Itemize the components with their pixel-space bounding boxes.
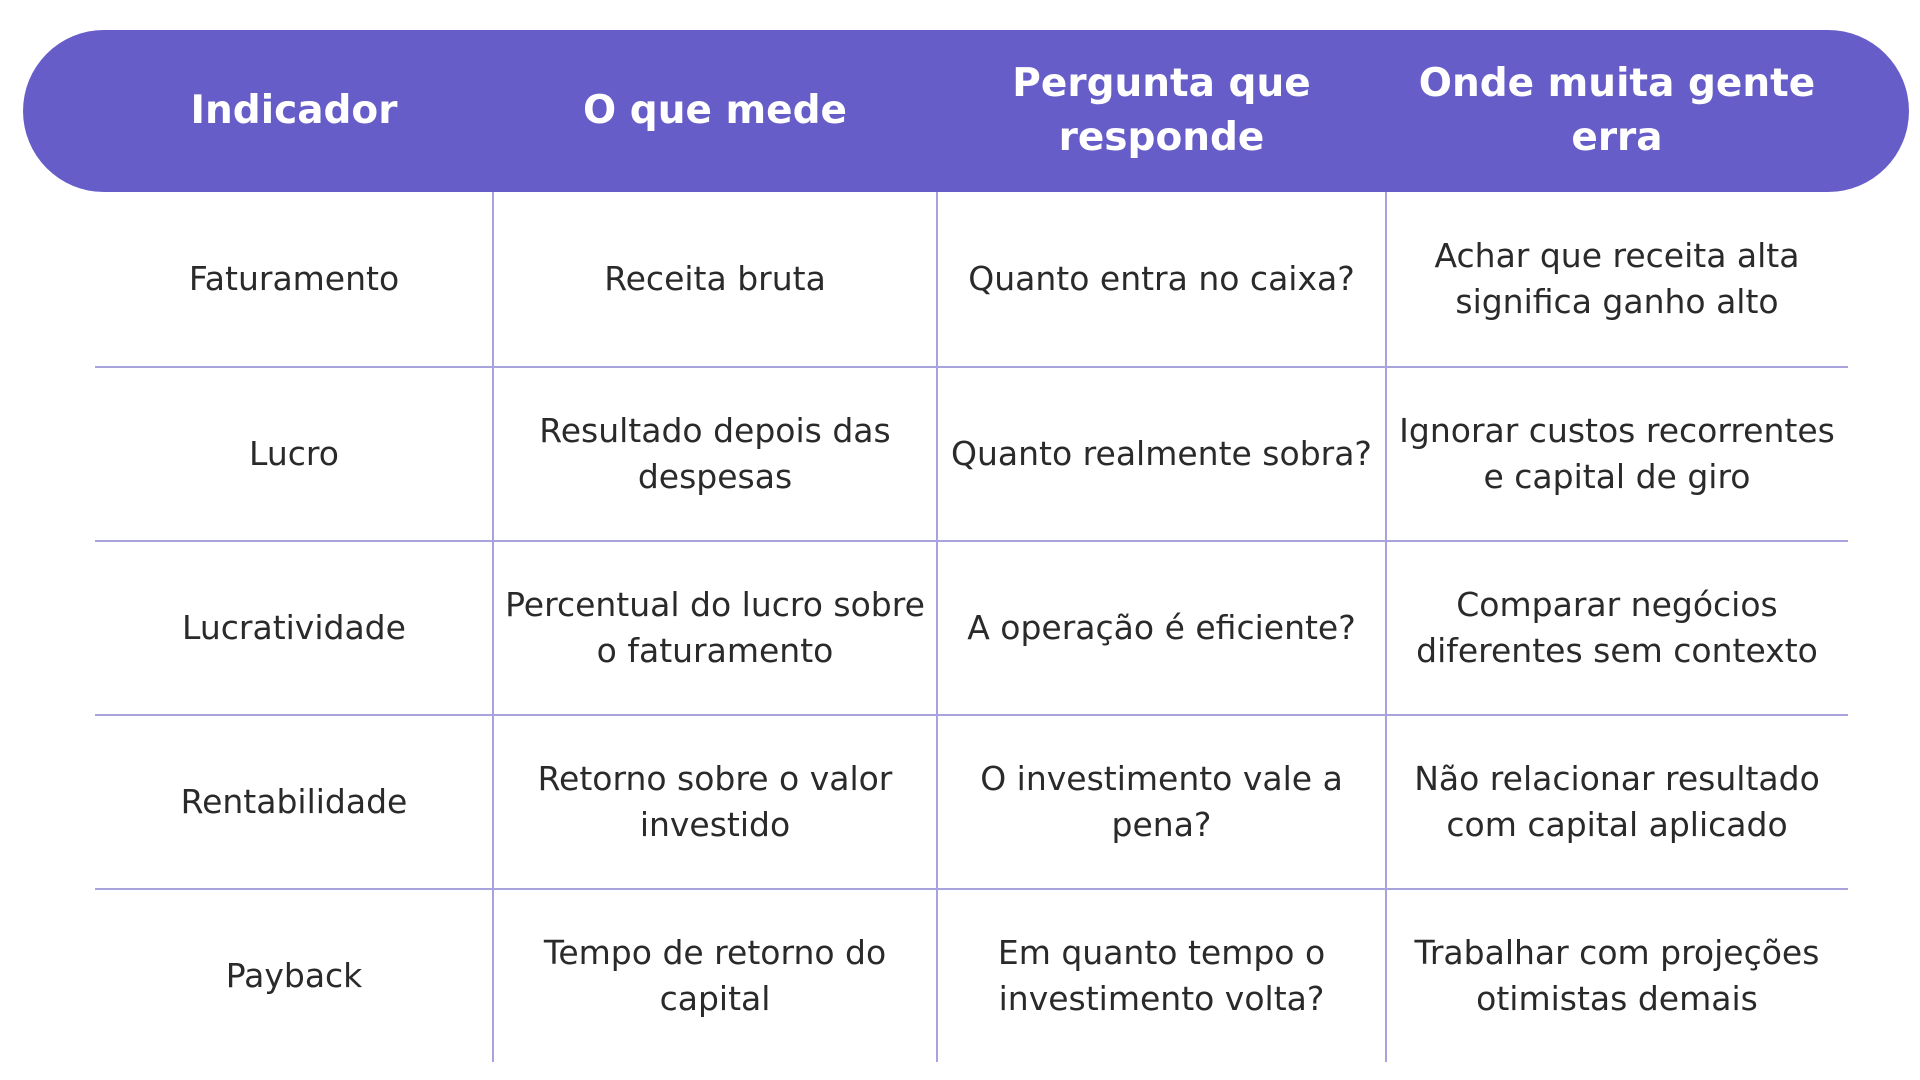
cell-indicador: Rentabilidade <box>180 782 408 821</box>
cell-pergunta: Quanto realmente sobra? <box>951 434 1372 473</box>
cell-o-que-mede: Retorno sobre o valor investido <box>537 759 893 844</box>
cell-erro-comum: Comparar negócios diferentes sem contexto <box>1416 585 1818 670</box>
column-header-pergunta-que-responde: Pergunta que responde <box>1012 61 1311 160</box>
column-header-indicador: Indicador <box>190 88 398 133</box>
cell-o-que-mede: Receita bruta <box>604 259 826 298</box>
table-row <box>95 541 1848 715</box>
cell-indicador: Faturamento <box>188 259 400 298</box>
column-header-o-que-mede: O que mede <box>583 88 847 133</box>
table-row <box>95 889 1848 1063</box>
cell-pergunta: O investimento vale a pena? <box>980 759 1343 844</box>
cell-o-que-mede: Resultado depois das despesas <box>539 411 891 496</box>
table-row <box>95 367 1848 541</box>
cell-indicador: Lucratividade <box>182 608 406 647</box>
cell-pergunta: Quanto entra no caixa? <box>968 259 1355 298</box>
cell-indicador: Payback <box>225 956 363 995</box>
cell-o-que-mede: Tempo de retorno do capital <box>543 933 887 1018</box>
cell-pergunta: A operação é eficiente? <box>967 608 1356 647</box>
cell-indicador: Lucro <box>249 434 339 473</box>
table-row <box>95 192 1848 366</box>
cell-erro-comum: Ignorar custos recorrentes e capital de giro <box>1399 411 1835 496</box>
table-row <box>95 715 1848 889</box>
cell-pergunta: Em quanto tempo o investimento volta? <box>997 933 1326 1018</box>
cell-erro-comum: Achar que receita alta significa ganho alto <box>1434 236 1800 321</box>
cell-o-que-mede: Percentual do lucro sobre o faturamento <box>505 585 925 670</box>
cell-erro-comum: Não relacionar resultado com capital aplicado <box>1414 759 1820 844</box>
cell-erro-comum: Trabalhar com projeções otimistas demais <box>1414 933 1820 1018</box>
column-header-onde-muita-gente-erra: Onde muita gente erra <box>1418 61 1816 160</box>
